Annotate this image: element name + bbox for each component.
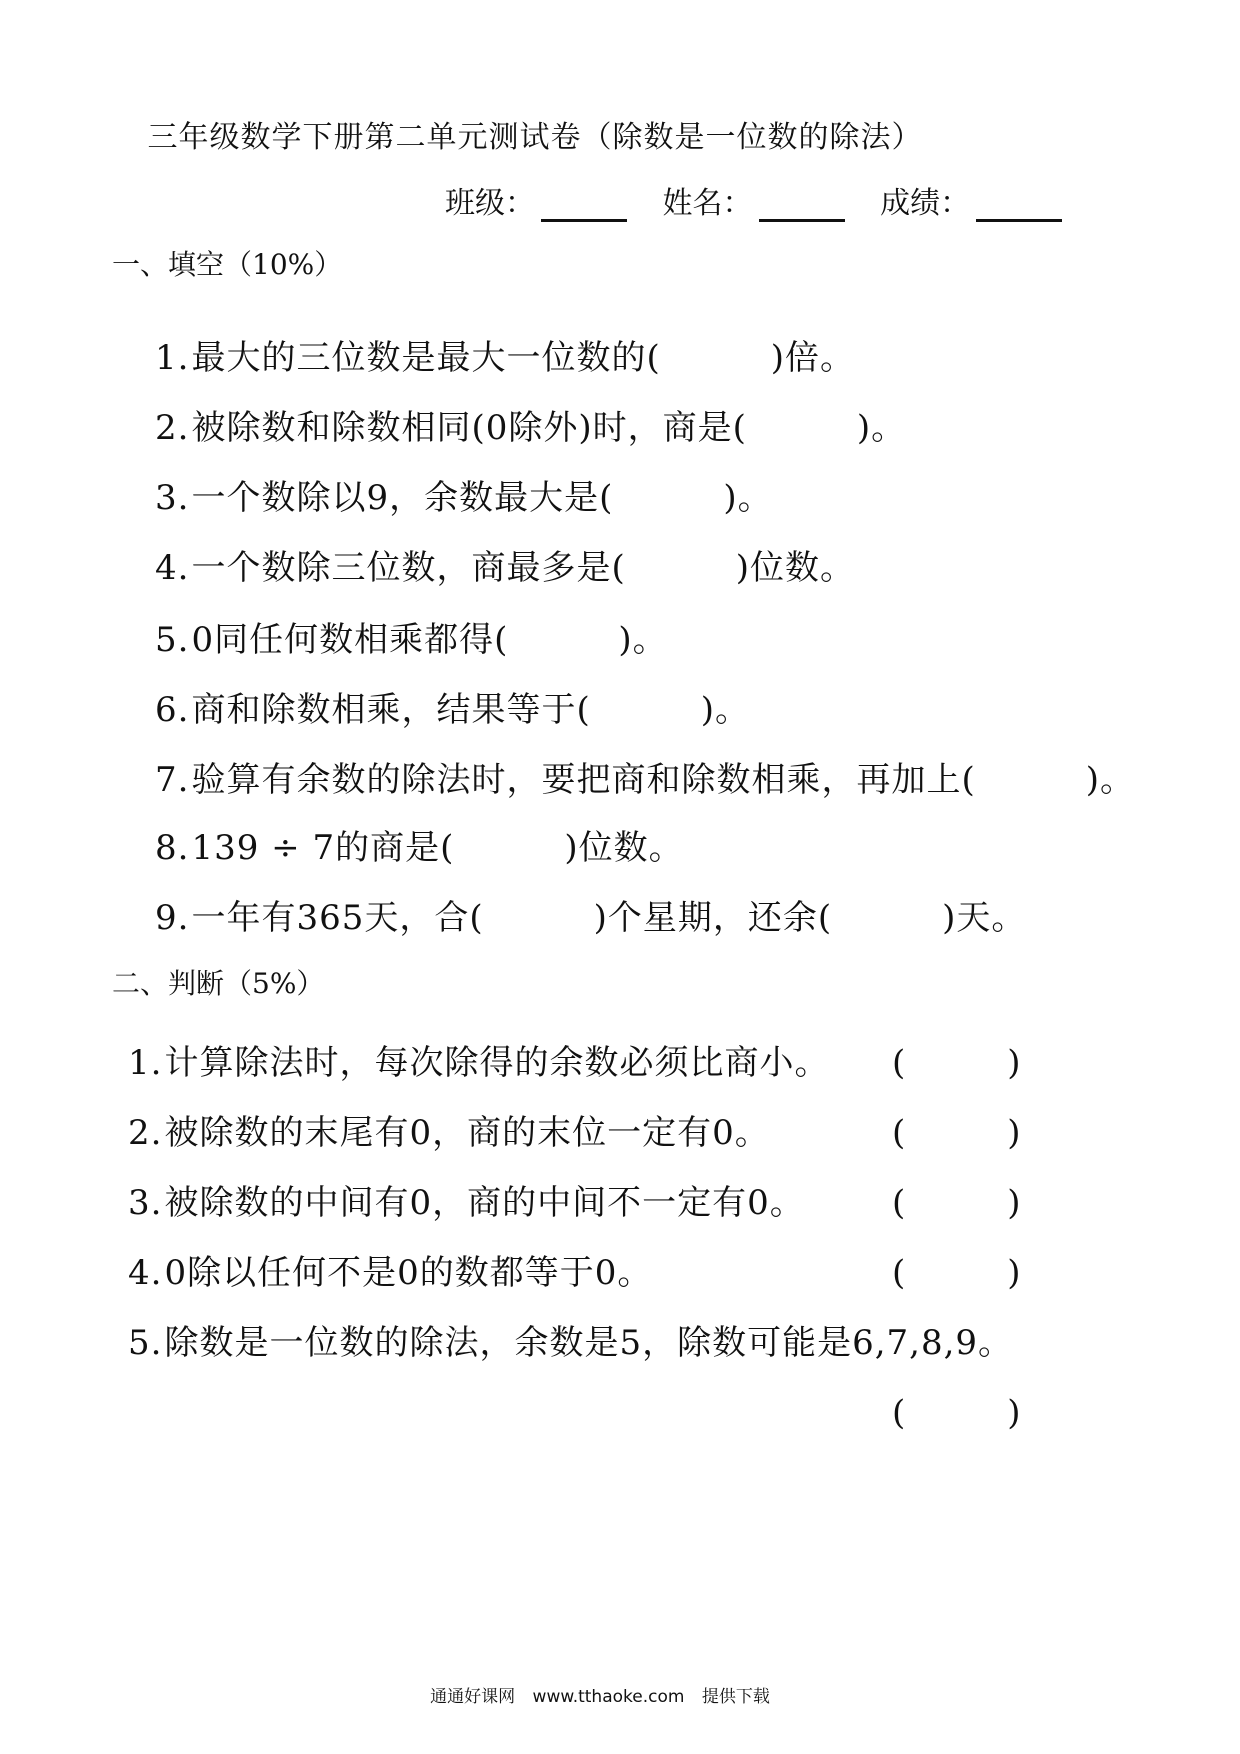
question-text: )位数。 [735, 548, 855, 588]
class-blank[interactable] [541, 193, 627, 222]
question-text: 0同任何数相乘都得( [191, 620, 509, 660]
question-text: 0除以任何不是0的数都等于0。 [164, 1253, 653, 1293]
score-label: 成绩： [880, 186, 971, 221]
question-number: 2. [155, 408, 190, 448]
question-text: 验算有余数的除法时，要把商和除数相乘，再加上( [191, 760, 976, 800]
question-text: 计算除法时，每次除得的余数必须比商小。 [164, 1043, 830, 1083]
question-number: 6. [155, 690, 190, 730]
judge-answer-paren-5[interactable]: ( ) [892, 1393, 1021, 1433]
score-blank[interactable] [976, 193, 1062, 222]
question-text: 被除数的末尾有0，商的末位一定有0。 [164, 1113, 770, 1153]
question-number: 5. [155, 620, 190, 660]
fill-question-7 [155, 752, 1135, 801]
question-number: 8. [155, 828, 190, 868]
judge-question-2 [128, 1105, 770, 1154]
student-info-row [445, 178, 1088, 222]
name-blank[interactable] [759, 193, 845, 222]
question-number: 1. [128, 1043, 163, 1083]
name-field [663, 178, 845, 222]
judge-question-5 [128, 1315, 1013, 1364]
question-text: )。 [618, 620, 668, 660]
fill-question-2 [155, 400, 906, 449]
fill-question-9 [155, 890, 1026, 939]
question-number: 4. [155, 548, 190, 588]
class-label: 班级： [445, 186, 535, 221]
judge-question-3 [128, 1175, 805, 1224]
question-number: 1. [155, 338, 190, 378]
question-number: 3. [128, 1183, 163, 1223]
judge-answer-paren-2[interactable]: ( ) [892, 1113, 1021, 1153]
section-heading-fill-in: 一、填空（10%） [112, 248, 343, 281]
judge-answer-paren-1[interactable]: ( ) [892, 1043, 1021, 1083]
question-text: )。 [723, 478, 773, 518]
question-number: 2. [128, 1113, 163, 1153]
question-text: )倍。 [770, 338, 855, 378]
question-text: )。 [856, 408, 907, 448]
fill-question-3 [155, 470, 773, 519]
question-number: 7. [155, 760, 190, 800]
score-field [880, 178, 1062, 222]
judge-question-4 [128, 1245, 652, 1294]
name-label: 姓名： [662, 186, 753, 221]
footer-suffix: 提供下载 [701, 1687, 770, 1707]
question-text: 被除数和除数相同(0除外)时，商是( [191, 408, 747, 448]
page-title: 三年级数学下册第二单元测试卷（除数是一位数的除法） [147, 120, 923, 155]
judge-question-1 [128, 1035, 829, 1084]
question-text: 被除数的中间有0，商的中间不一定有0。 [164, 1183, 805, 1223]
question-text: )。 [1085, 760, 1135, 800]
page-footer [0, 1682, 1200, 1707]
fill-question-1 [155, 330, 855, 379]
fill-question-6 [155, 682, 750, 731]
judge-answer-paren-3[interactable]: ( ) [892, 1183, 1021, 1223]
question-text: 除数是一位数的除法，余数是5，除数可能是6,7,8,9。 [164, 1323, 1014, 1363]
fill-question-8 [155, 820, 684, 869]
question-number: 5. [128, 1323, 163, 1363]
question-text: 最大的三位数是最大一位数的( [191, 338, 661, 378]
footer-url[interactable]: www.tthaoke.com [532, 1687, 685, 1707]
question-text: 一个数除以9，余数最大是( [191, 478, 614, 518]
judge-answer-paren-4[interactable]: ( ) [892, 1253, 1021, 1293]
class-field [445, 178, 627, 222]
question-text: 一个数除三位数，商最多是( [191, 548, 626, 588]
question-text: 139 ÷ 7的商是( [191, 828, 455, 868]
question-number: 3. [155, 478, 190, 518]
question-text: 一年有365天，合( [191, 898, 484, 938]
fill-question-5 [155, 612, 668, 661]
question-text: )个星期，还余( [593, 898, 833, 938]
fill-question-4 [155, 540, 855, 589]
question-text: )天。 [942, 898, 1027, 938]
question-text: 商和除数相乘，结果等于( [191, 690, 591, 730]
question-text: )。 [700, 690, 750, 730]
question-number: 4. [128, 1253, 163, 1293]
section-heading-true-false: 二、判断（5%） [112, 967, 325, 1000]
footer-site-name: 通通好课网 [430, 1687, 516, 1707]
question-text: )位数。 [564, 828, 684, 868]
question-number: 9. [155, 898, 190, 938]
